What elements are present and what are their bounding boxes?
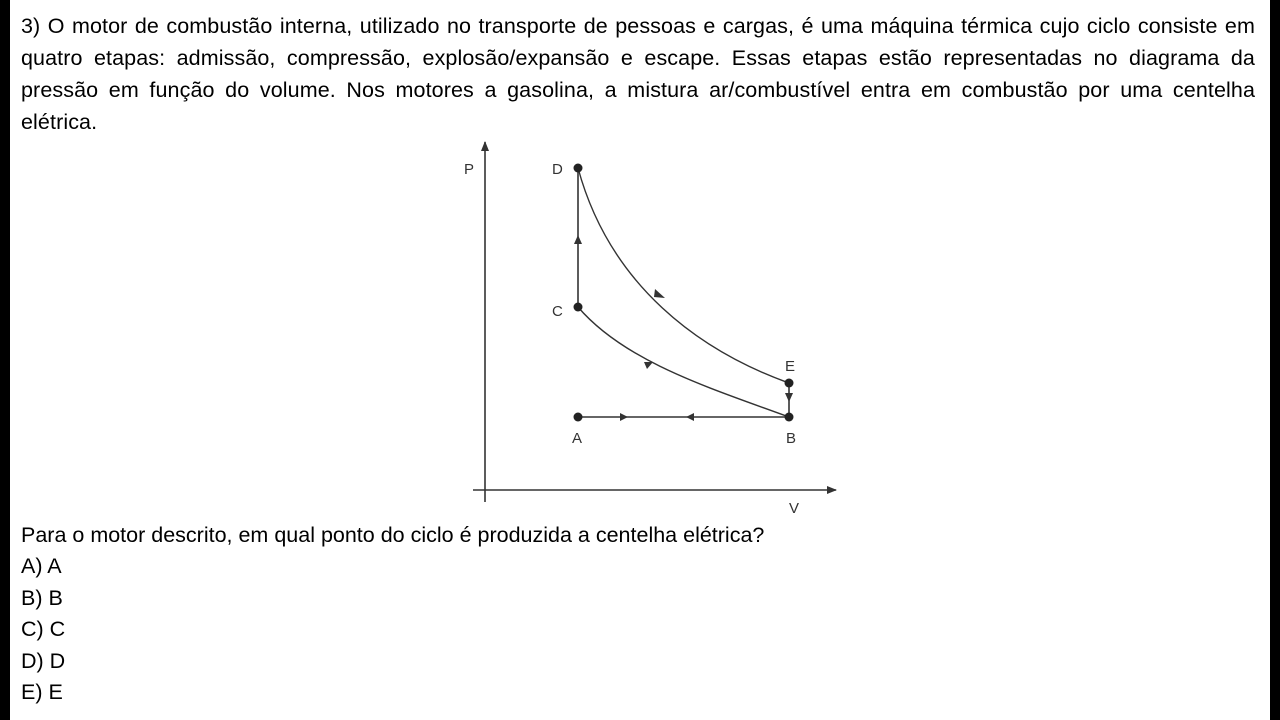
- label-a: A: [572, 430, 583, 447]
- question-page: [10, 0, 1270, 720]
- point-b: [785, 413, 794, 422]
- arrow-d-to-e: [654, 289, 665, 298]
- question-prompt: Para o motor descrito, em qual ponto do ciclo é produzida a centelha elétrica?: [21, 523, 765, 547]
- arrow-b-to-c: [644, 362, 653, 369]
- arrow-e-to-b: [785, 393, 793, 402]
- point-e: [785, 379, 794, 388]
- option-c: C) C: [21, 617, 66, 641]
- arrow-a-to-b-1: [620, 413, 628, 421]
- pv-diagram: [440, 136, 840, 520]
- y-axis-label: P: [464, 161, 475, 178]
- option-e: E) E: [21, 680, 63, 704]
- label-c: C: [552, 303, 563, 320]
- x-axis-label: V: [789, 500, 800, 517]
- arrow-a-to-b-2: [686, 413, 694, 421]
- option-b: B) B: [21, 585, 63, 610]
- option-a: A) A: [21, 554, 62, 578]
- point-a: [574, 413, 583, 422]
- curve-b-c: [578, 307, 789, 417]
- question-intro: 3) O motor de combustão interna, utilizado no transporte de pessoas e cargas, é uma máquina térmica cujo ciclo consiste em quatro etapas: admissão, compressão, explosão/expansão e escape. Essas etapas estão representadas no diagrama da pressão em função do volume. Nos motores a gasolina, a mistura ar/combustível entra em combustão por uma centelha elétrica.: [21, 14, 1255, 134]
- option-d: D) D: [21, 648, 66, 673]
- label-b: B: [786, 430, 797, 447]
- arrow-c-to-d: [574, 235, 582, 244]
- label-d: D: [552, 161, 563, 178]
- point-d: [574, 164, 583, 173]
- curve-d-e: [578, 168, 789, 383]
- label-e: E: [785, 358, 796, 375]
- answer-options: [21, 551, 65, 709]
- point-c: [574, 303, 583, 312]
